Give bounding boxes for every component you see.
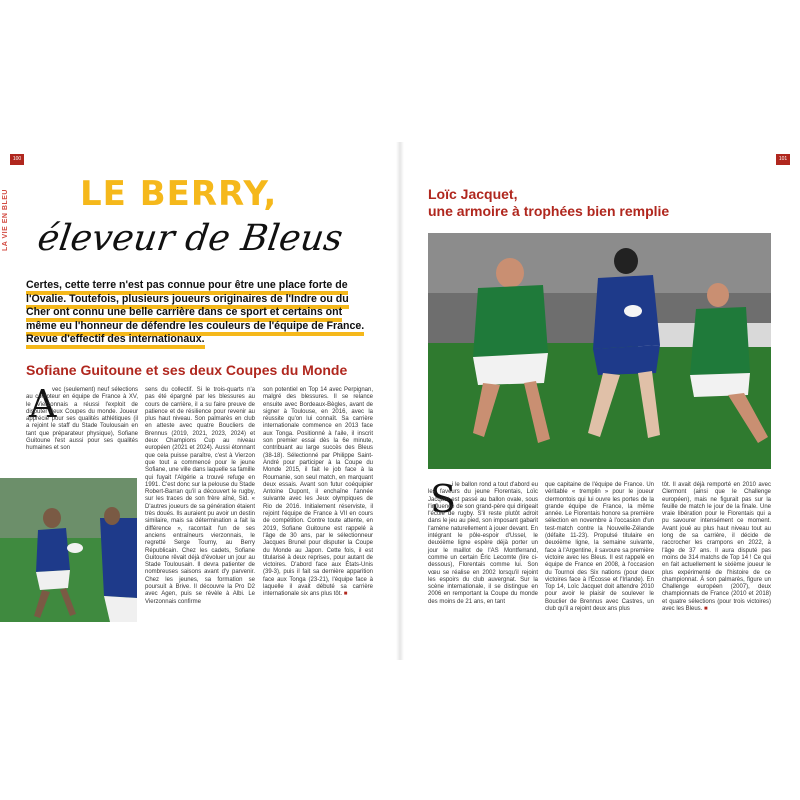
section-title-jacquet: [428, 186, 669, 220]
page-number-left: 100: [10, 154, 24, 165]
end-mark-left: ■: [343, 591, 348, 598]
headline-line2: éleveur de Bleus: [35, 218, 346, 259]
photo-jacquet-match: [428, 233, 771, 469]
end-mark-right: ■: [704, 606, 708, 613]
page-gutter: [396, 142, 404, 660]
intro-paragraph: [26, 279, 374, 347]
rugby-player-photo-icon: [0, 478, 137, 622]
article-col2: sens du collectif. Si le trois-quarts n'a pas été épargné par les blessures au cours de carrière, il a su faire preuve de patience et de résilience pour revenir au plus haut niveau. Son palmarès en club en atteste avec quatre Boucliers de Brennus (2019, 2021, 2023, 2024) et deux Champions Cup au niveau européen (2021 et 2024). Aussi étonnant que cela puisse paraître, c'est à Vierzon que tout a commencé pour le jeune Sofiane, une ville dans laquelle sa famille qui fuyait l'Algérie a trouvé refuge en 1991. C'est donc sur la pelouse du Stade Robert-Barran qu'il a découvert le rugby, sur les traces de son frère aîné, Sid. « D'autres joueurs de sa génération étaient très doués. Ils auraient pu avoir un destin similaire, mais sa détermination a fait la différence », racontait l'un de ses anciens entraîneurs vierzonnais, le regretté Serge Tourny, au Berry Républicain. Chez les cadets, Sofiane Guitoune rêvait déjà d'évoluer un jour au Stade Toulousain. Il devra patienter de nombreuses saisons avant d'y parvenir. Chez les jeunes, sa formation se poursuit à Brive. Il découvre la Pro D2 avec Agen, puis se révèle à Albi. Le Vierzonnais confirme: [145, 387, 255, 605]
section-side-label: LA VIE EN BLEU: [2, 189, 9, 251]
section-title-jacquet-line2: une armoire à trophées bien remplie: [428, 203, 670, 219]
article-col2-right: que capitaine de l'équipe de France. Un véritable « tremplin » pour le joueur clermontois qui lui ouvre les portes de la grande équipe de France, la même année. Le Florentais honore sa première sélection en novembre à l'occasion d'un test-match contre la Nouvelle-Zélande (défaite 11-23). Propulsé titulaire en deuxième ligne, la semaine suivante, face à l'Argentine, il savoure sa première victoire avec les Bleus. Il est rappelé en équipe de France en 2008, à l'occasion du Tournoi des Six nations (pour deux victoires face à l'Écosse et l'Irlande). En Top 14, Loïc Jacquet doit attendre 2010 pour avoir le plaisir de soulever le Bouclier de Brennus avec Castres, un club qu'il a rejoint deux ans plus: [545, 482, 654, 613]
article-col3: [263, 387, 373, 599]
article-col1: vec (seulement) neuf sélections au compteur en équipe de France à XV, le Vierzonnais a réussi l'exploit de disputer deux Coupes du monde. Joueur apprécié pour ses qualités athlétiques (il a rejoint le staff du Stade Toulousain en tant que préparateur physique), Sofiane Guitoune l'est aussi pour ses qualités humaines et son: [26, 387, 138, 452]
headline-line1: LE BERRY,: [80, 174, 278, 214]
drop-cap-s: S: [430, 477, 457, 521]
article-col3-text: son potentiel en Top 14 avec Perpignan, malgré des blessures. Il se relance ensuite avec Bordeaux-Bègles, avant de signer à Toulouse, en 2016, avec la réussite qu'on lui connaît. Sa carrière internationale commence en 2013 face aux Tonga. Positionné à l'aile, il inscrit son premier essai dès la 6e minute, contribuant au large succès des Bleus (38-18). Sélectionné par Philippe Saint-André pour participer à la Coupe du Monde 2015, il fait le job face à la Roumanie, son seul match, en marquant deux essais. Avant son futur coéquipier Antoine Dupont, il enchaîne l'année suivante avec les Jeux olympiques de Rio de 2016. Initialement réserviste, il rejoint l'équipe de France à VII en cours de compétition. Contre toute attente, en 2019, Sofiane Guitoune est rappelé à l'âge de 30 ans, par le sélectionneur Jacques Brunel pour disputer la Coupe du Monde au Japon. Cette fois, il est titularisé à deux reprises, pour autant de victoires. D'abord face aux États-Unis (39-3), puis il fait sa dernière apparition face aux Tonga (23-21), l'équipe face à laquelle il avait débuté sa carrière internationale six ans plus tôt.: [263, 387, 373, 598]
photo-guitoune: [0, 478, 137, 622]
rugby-match-photo-icon: [428, 233, 771, 469]
drop-cap-a: A: [29, 382, 57, 426]
intro-text: Certes, cette terre n'est pas connue pour être une place forte de l'Ovalie. Toutefois, plusieurs joueurs originaires de l'Indre ou du Cher ont connu une belle carrière dans ce sport et certains ont même eu l'honneur de défendre les couleurs de l'équipe de France. Revue d'effectif des internationaux.: [26, 279, 364, 349]
article-col3-right: [662, 482, 771, 613]
article-col1-right: i le ballon rond a tout d'abord eu les faveurs du jeune Florentais, Loïc Jacquet est passé au ballon ovale, sous l'influence de son grand-père qui dirigeait l'école de rugby. S'il reste plutôt adroit dans le jeu au pied, son imposant gabarit l'amène naturellement à jouer devant. En intégrant le pôle-espoir d'Ussel, le deuxième ligne espère déjà porter un jour le maillot de l'AS Montferrand, comme un certain Éric Lecomte (lire ci-dessous), Florentais comme lui. Son vœu se réalise en 2002 lorsqu'il rejoint les espoirs du club auvergnat. Sur la scène internationale, il se distingue en 2006 en remportant la Coupe du monde des moins de 21 ans, en tant: [428, 482, 538, 605]
page-number-right: 101: [776, 154, 790, 165]
article-col3-right-text: tôt. Il avait déjà remporté en 2010 avec Clermont (ainsi que le Challenge européen), mais ne figurait pas sur la feuille de match le jour de la finale. Une vraie libération pour le Florentais qui a pu savourer intensément ce moment. Avant joué au plus haut niveau tout au long de sa carrière, il décide de raccrocher les crampons en 2022, à l'âge de 37 ans. Il aura disputé pas moins de 314 matchs de Top 14 ! Ce qui en fait actuellement le sixième joueur le plus expérimenté de l'histoire de ce championnat. À son palmarès, figure un Challenge européen (2007), deux championnats de France (2010 et 2018) et quatre sélections (pour trois victoires) avec les Bleus.: [662, 482, 771, 613]
section-title-jacquet-line1: Loïc Jacquet,: [428, 186, 518, 202]
section-title-guitoune: Sofiane Guitoune et ses deux Coupes du Monde: [26, 362, 348, 378]
